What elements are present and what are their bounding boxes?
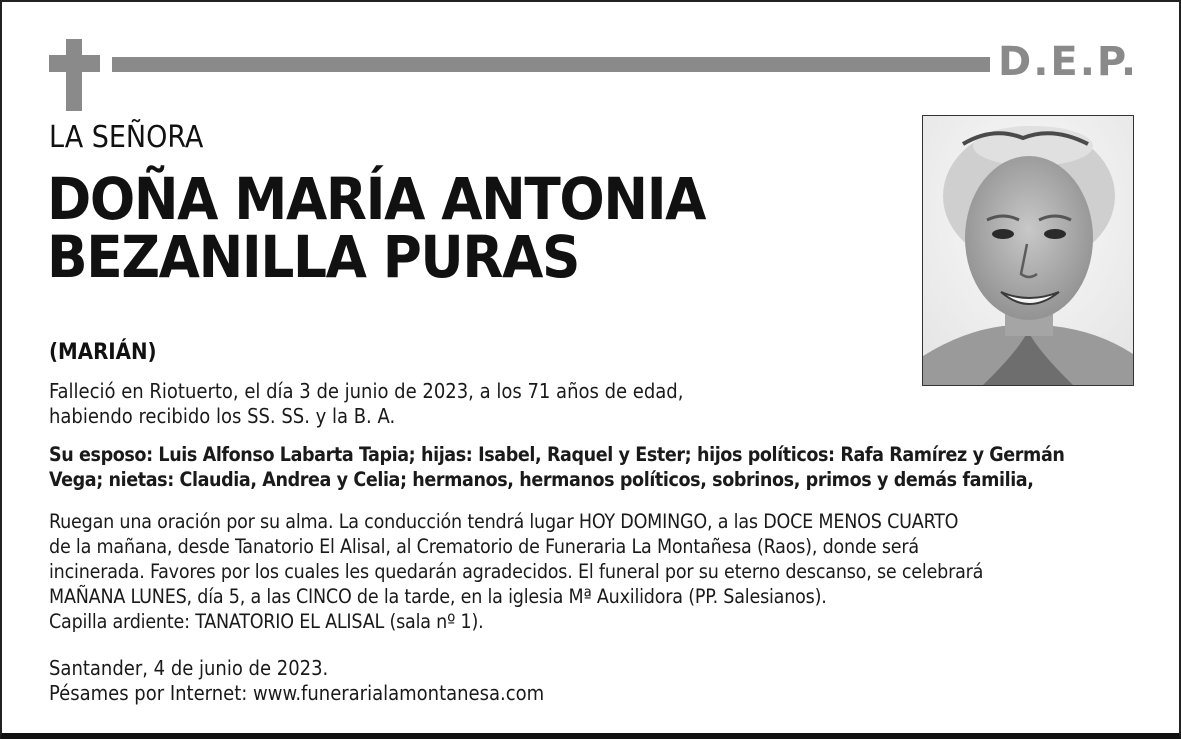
intro-text: LA SEÑORA bbox=[49, 120, 204, 155]
dep-label: D.E.P. bbox=[998, 39, 1139, 85]
family-line-1: Su esposo: Luis Alfonso Labarta Tapia; hijas: Isabel, Raquel y Ester; hijos políticos: Rafa Ramírez y Germán bbox=[49, 443, 1065, 466]
service-details bbox=[49, 509, 1159, 634]
service-line-2: de la mañana, desde Tanatorio El Alisal, al Crematorio de Funeraria La Montañesa (Raos), donde será bbox=[49, 535, 919, 558]
name-line-2: BEZANILLA PURAS bbox=[47, 223, 580, 291]
portrait-photo-image bbox=[923, 116, 1133, 385]
header-rule bbox=[112, 57, 990, 72]
service-line-3: incinerada. Favores por los cuales les quedarán agradecidos. El funeral por su eterno descanso, se celebrará bbox=[49, 560, 984, 583]
footer-condolences-url: Pésames por Internet: www.funerarialamontanesa.com bbox=[49, 681, 545, 705]
death-line-1: Falleció en Riotuerto, el día 3 de junio de 2023, a los 71 años de edad, bbox=[49, 379, 684, 403]
service-line-4: MAÑANA LUNES, día 5, a las CINCO de la tarde, en la iglesia Mª Auxilidora (PP. Salesianos). bbox=[49, 585, 827, 608]
footer-place-date: Santander, 4 de junio de 2023. bbox=[49, 656, 329, 680]
service-line-1: Ruegan una oración por su alma. La conducción tendrá lugar HOY DOMINGO, a las DOCE MENOS CUARTO bbox=[49, 510, 959, 533]
cross-icon-bar bbox=[49, 55, 100, 72]
service-line-5: Capilla ardiente: TANATORIO EL ALISAL (sala nº 1). bbox=[49, 610, 484, 633]
deceased-alias: (MARIÁN) bbox=[49, 340, 157, 365]
deceased-name bbox=[47, 165, 838, 291]
footer-details bbox=[49, 656, 849, 706]
name-line-1: DOÑA MARÍA ANTONIA bbox=[47, 165, 706, 233]
death-details bbox=[49, 379, 889, 429]
family-line-2: Vega; nietas: Claudia, Andrea y Celia; hermanos, hermanos políticos, sobrinos, primos y demás familia, bbox=[49, 468, 1034, 491]
death-line-2: habiendo recibido los SS. SS. y la B. A. bbox=[49, 404, 396, 428]
cross-icon bbox=[66, 39, 82, 111]
portrait-photo bbox=[922, 115, 1134, 386]
family-list bbox=[49, 442, 1159, 492]
